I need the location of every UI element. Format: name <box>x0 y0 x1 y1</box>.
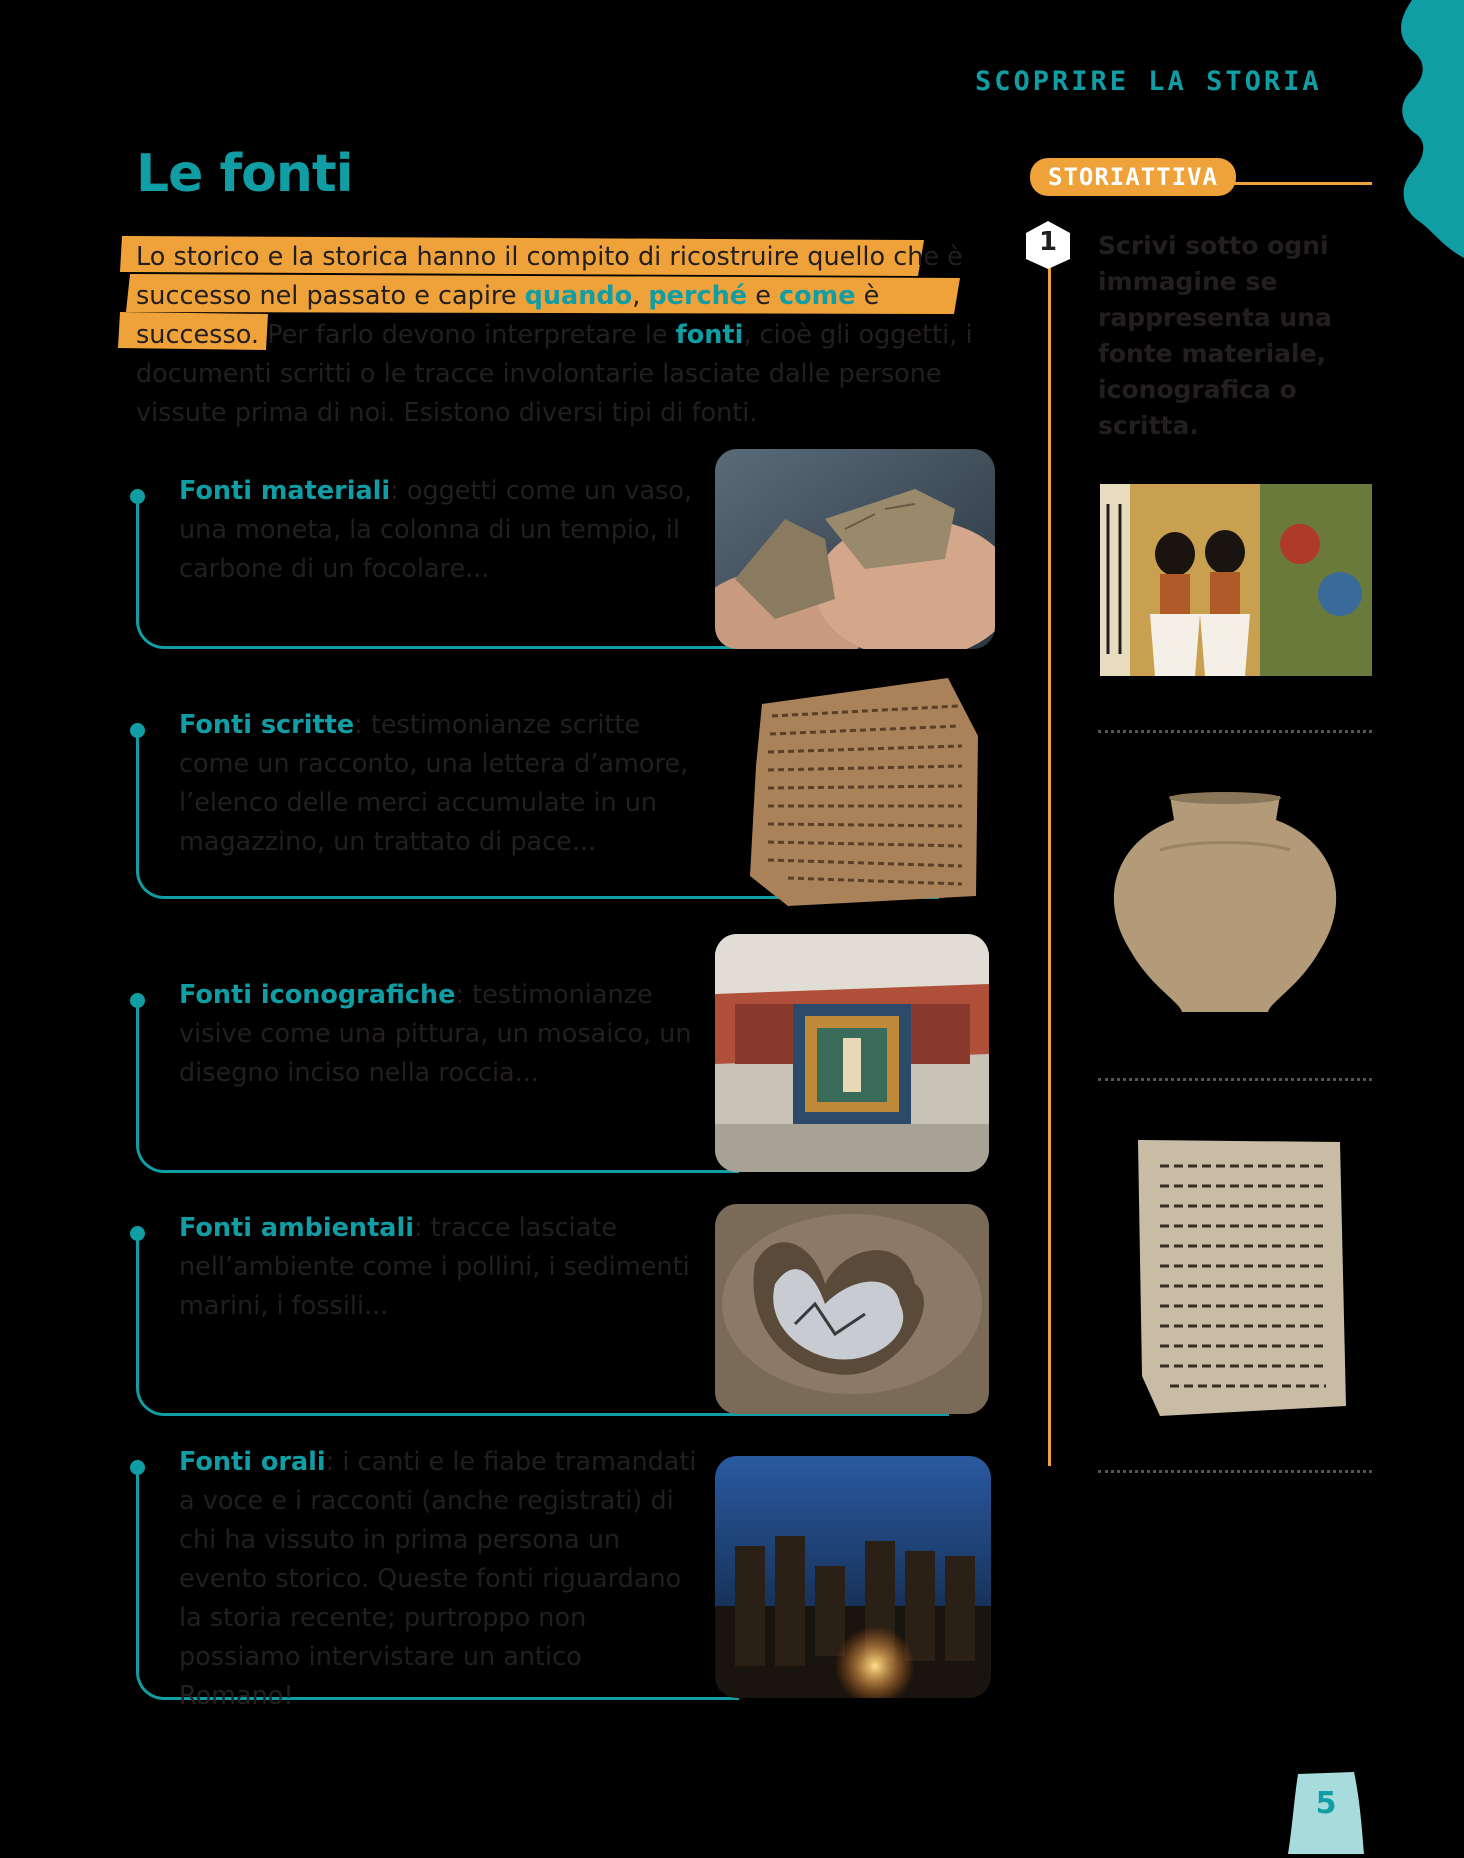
source-desc: : i canti e le fiabe tramandati a voce e i racconti (anche registrati) di chi ha vissuto in prima persona un evento storico. Queste fonti riguardano la storia recente; purtroppo non possiamo intervistare un antico Romano! <box>179 1447 697 1711</box>
source-item-orali <box>136 1447 739 1711</box>
intro-sep-2: e <box>747 281 780 311</box>
keyword-come: come <box>779 281 856 311</box>
source-desc: : tracce lasciate nell’ambiente come i pollini, i sedimenti marini, i fossili... <box>179 1213 690 1321</box>
section-label: SCOPRIRE LA STORIA <box>975 66 1322 97</box>
activity-vertical-rule <box>1048 228 1051 1466</box>
source-text <box>179 1209 699 1326</box>
intro-text-1: Lo storico e la storica hanno il compito di ricostruire quello che è successo nel passato e capire <box>136 242 963 311</box>
source-text <box>179 472 699 589</box>
source-desc: : testimonianze visive come una pittura, un mosaico, un disegno inciso nella roccia... <box>179 980 692 1088</box>
answer-line <box>1098 1078 1372 1081</box>
page-number: 5 <box>1315 1786 1337 1821</box>
source-term: Fonti iconografiche <box>179 980 456 1010</box>
source-text <box>179 706 699 862</box>
bullet-dot <box>130 723 145 738</box>
photo-pottery-shards <box>715 449 995 649</box>
bullet-dot <box>130 1226 145 1241</box>
source-term: Fonti materiali <box>179 476 391 506</box>
bullet-dot <box>130 489 145 504</box>
source-text <box>179 1443 699 1716</box>
source-desc: : testimonianze scritte come un racconto, una lettera d’amore, l’elenco delle merci accumulate in un magazzino, un trattato di pace... <box>179 710 689 857</box>
page-title: Le fonti <box>136 144 353 204</box>
keyword-perche: perché <box>648 281 748 311</box>
source-term: Fonti ambientali <box>179 1213 414 1243</box>
intro-sep-1: , <box>632 281 649 311</box>
photo-fossil-footprint <box>715 1204 989 1414</box>
bullet-dot <box>130 1460 145 1475</box>
answer-line <box>1098 730 1372 733</box>
exercise-number: 1 <box>1038 227 1058 257</box>
photo-campfire-storytelling <box>715 1456 991 1698</box>
source-item-materiali <box>136 476 739 649</box>
photo-roman-mosaic <box>715 934 989 1172</box>
photo-inscribed-tablet <box>748 676 982 906</box>
source-item-iconografiche <box>136 980 739 1173</box>
photo-clay-vase <box>1100 790 1350 1022</box>
decorative-wave-edge <box>1394 0 1464 260</box>
exercise-instruction: Scrivi sotto ogni immagine se rappresenta una fonte materiale, iconografica o scritta. <box>1098 231 1332 440</box>
intro-paragraph <box>136 238 991 433</box>
keyword-quando: quando <box>524 281 633 311</box>
source-desc: : oggetti come un vaso, una moneta, la colonna di un tempio, il carbone di un focolare... <box>179 476 693 584</box>
exercise-number-badge <box>1022 219 1074 271</box>
page-number-tab <box>1288 1770 1364 1854</box>
source-term: Fonti orali <box>179 1447 326 1477</box>
keyword-fonti: fonti <box>675 320 744 350</box>
activity-tag: STORIATTIVA <box>1030 158 1236 196</box>
source-term: Fonti scritte <box>179 710 355 740</box>
intro-text-3: Per farlo devono interpretare le <box>259 320 676 350</box>
answer-line <box>1098 1470 1372 1473</box>
intro-text-4: , cioè gli oggetti, i documenti scritti o le tracce involontarie lasciate dalle persone vissute prima di noi. Esistono diversi tipi di fonti. <box>136 320 973 428</box>
photo-egyptian-painting <box>1100 484 1372 676</box>
photo-old-manuscript <box>1130 1136 1350 1420</box>
bullet-dot <box>130 993 145 1008</box>
intro-text-2: è successo. <box>136 281 880 350</box>
source-text <box>179 976 699 1093</box>
